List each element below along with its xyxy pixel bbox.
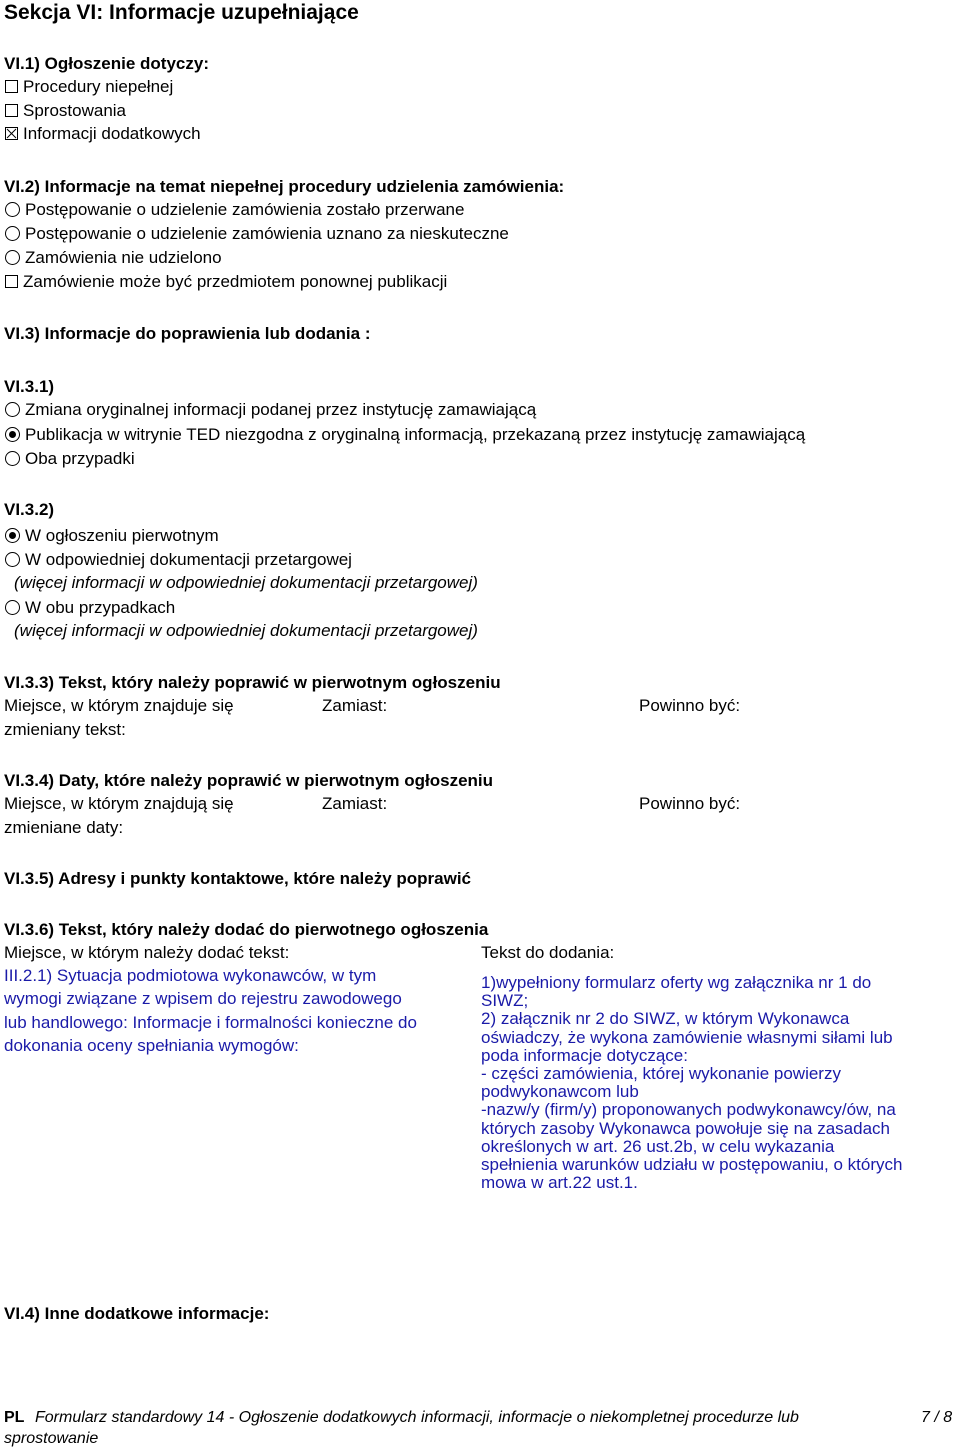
vi36-col-text-label: Tekst do dodania: <box>481 943 615 962</box>
option-label: W obu przypadkach <box>25 598 176 617</box>
vi2-heading: VI.2) Informacje na temat niepełnej procedury udzielenia zamówienia: <box>4 177 565 196</box>
option-label: Postępowanie o udzielenie zamówienia zostało przerwane <box>25 200 465 219</box>
option-label: Postępowanie o udzielenie zamówienia uznano za nieskuteczne <box>25 224 509 243</box>
option-label: Oba przypadki <box>25 449 135 468</box>
text-line: podwykonawcom lub <box>481 1082 639 1102</box>
text-line: lub handlowego: Informacje i formalności konieczne do <box>4 1012 417 1032</box>
vi34-col-location-cont: zmieniane daty: <box>4 818 124 837</box>
radio-empty-icon <box>5 226 20 241</box>
vi34-col-should-be: Powinno być: <box>639 794 741 813</box>
footer-form-name-cont: sprostowanie <box>4 1430 99 1447</box>
radio-empty-icon <box>5 250 20 265</box>
radio-empty-icon <box>5 552 20 567</box>
option-label: Zamówienia nie udzielono <box>25 248 222 267</box>
vi1-option-informacji[interactable] <box>4 122 201 146</box>
vi2-option-nieskuteczne[interactable] <box>4 222 509 246</box>
vi33-col-location: Miejsce, w którym znajduje się <box>4 696 234 715</box>
option-label: W ogłoszeniu pierwotnym <box>25 526 219 545</box>
vi4-heading: VI.4) Inne dodatkowe informacje: <box>4 1304 270 1323</box>
vi34-heading: VI.3.4) Daty, które należy poprawić w pierwotnym ogłoszeniu <box>4 771 494 790</box>
checkbox-checked-icon <box>5 127 18 140</box>
footer-lang: PL <box>4 1409 25 1426</box>
vi31-heading: VI.3.1) <box>4 377 55 396</box>
checkbox-unchecked-icon <box>5 275 18 288</box>
vi36-added-text <box>481 974 902 1192</box>
vi32-heading: VI.3.2) <box>4 500 55 519</box>
radio-empty-icon <box>5 202 20 217</box>
radio-empty-icon <box>5 402 20 417</box>
vi1-option-sprostowania[interactable] <box>4 99 126 123</box>
section-title: Sekcja VI: Informacje uzupełniające <box>4 1 359 24</box>
vi1-heading: VI.1) Ogłoszenie dotyczy: <box>4 54 209 73</box>
vi34-col-instead: Zamiast: <box>322 794 388 813</box>
vi32-note: (więcej informacji w odpowiedniej dokumentacji przetargowej) <box>14 621 478 640</box>
vi35-heading: VI.3.5) Adresy i punkty kontaktowe, które należy poprawić <box>4 869 472 888</box>
text-line: spełnienia warunków udziału w postępowaniu, o których <box>481 1155 903 1175</box>
option-label: Zamówienie może być przedmiotem ponownej publikacji <box>23 272 448 291</box>
footer-form-name: Formularz standardowy 14 - Ogłoszenie dodatkowych informacji, informacje o niekompletnej procedurze lub <box>35 1409 799 1426</box>
text-line: których zasoby Wykonawca powołuje się na zasadach <box>481 1118 891 1138</box>
vi34-col-location: Miejsce, w którym znajdują się <box>4 794 234 813</box>
vi2-option-przerwane[interactable] <box>4 198 464 222</box>
option-label: Informacji dodatkowych <box>23 124 201 143</box>
vi32-option-obu[interactable] <box>4 596 175 620</box>
vi2-option-nie-udzielono[interactable] <box>4 246 222 270</box>
text-line: poda informacje dotyczące: <box>481 1045 688 1065</box>
text-line: 1)wypełniony formularz oferty wg załącznika nr 1 do <box>481 973 872 992</box>
vi36-location-text <box>4 964 417 1057</box>
vi32-option-pierwotnym[interactable] <box>4 524 219 548</box>
vi32-note: (więcej informacji w odpowiedniej dokumentacji przetargowej) <box>14 573 478 592</box>
text-line: 2) załącznik nr 2 do SIWZ, w którym Wykonawca <box>481 1009 850 1029</box>
vi3-heading: VI.3) Informacje do poprawienia lub dodania : <box>4 324 371 343</box>
text-line: wymogi związane z wpisem do rejestru zawodowego <box>4 989 402 1009</box>
radio-selected-icon <box>5 427 20 442</box>
vi1-option-procedury[interactable] <box>4 75 173 99</box>
vi36-col-location-label: Miejsce, w którym należy dodać tekst: <box>4 943 290 962</box>
text-line: - części zamówienia, której wykonanie powierzy <box>481 1064 841 1084</box>
vi33-col-should-be: Powinno być: <box>639 696 741 715</box>
vi32-option-dokumentacji[interactable] <box>4 548 352 572</box>
footer-page-number: 7 / 8 <box>921 1409 953 1426</box>
vi33-heading: VI.3.3) Tekst, który należy poprawić w pierwotnym ogłoszeniu <box>4 673 501 692</box>
text-line: -nazw/y (firm/y) proponowanych podwykonawcy/ów, na <box>481 1100 896 1120</box>
radio-selected-icon <box>5 528 20 543</box>
radio-empty-icon <box>5 451 20 466</box>
option-label: W odpowiedniej dokumentacji przetargowej <box>25 550 352 569</box>
option-label: Sprostowania <box>23 101 127 120</box>
text-line: oświadczy, że wykona zamówienie własnymi siłami lub <box>481 1027 893 1047</box>
text-line: III.2.1) Sytuacja podmiotowa wykonawców, w tym <box>4 966 377 985</box>
vi2-option-ponowna-publikacja[interactable] <box>4 270 447 294</box>
vi33-col-instead: Zamiast: <box>322 696 388 715</box>
radio-empty-icon <box>5 600 20 615</box>
option-label: Procedury niepełnej <box>23 77 174 96</box>
option-label: Zmiana oryginalnej informacji podanej przez instytucję zamawiającą <box>25 400 537 419</box>
text-line: SIWZ; <box>481 991 529 1011</box>
text-line: dokonania oceny spełniania wymogów: <box>4 1035 299 1055</box>
vi31-option-zmiana[interactable] <box>4 398 536 422</box>
option-label: Publikacja w witrynie TED niezgodna z oryginalną informacją, przekazaną przez instytucję zamawiającą <box>25 425 806 444</box>
text-line: mowa w art.22 ust.1. <box>481 1173 638 1193</box>
text-line: określonych w art. 26 ust.2b, w celu wykazania <box>481 1136 835 1156</box>
checkbox-unchecked-icon <box>5 80 18 93</box>
vi33-col-location-cont: zmieniany tekst: <box>4 720 126 739</box>
vi31-option-oba[interactable] <box>4 447 135 471</box>
vi36-heading: VI.3.6) Tekst, który należy dodać do pierwotnego ogłoszenia <box>4 920 489 939</box>
vi31-option-publikacja-ted[interactable] <box>4 423 805 447</box>
checkbox-unchecked-icon <box>5 104 18 117</box>
